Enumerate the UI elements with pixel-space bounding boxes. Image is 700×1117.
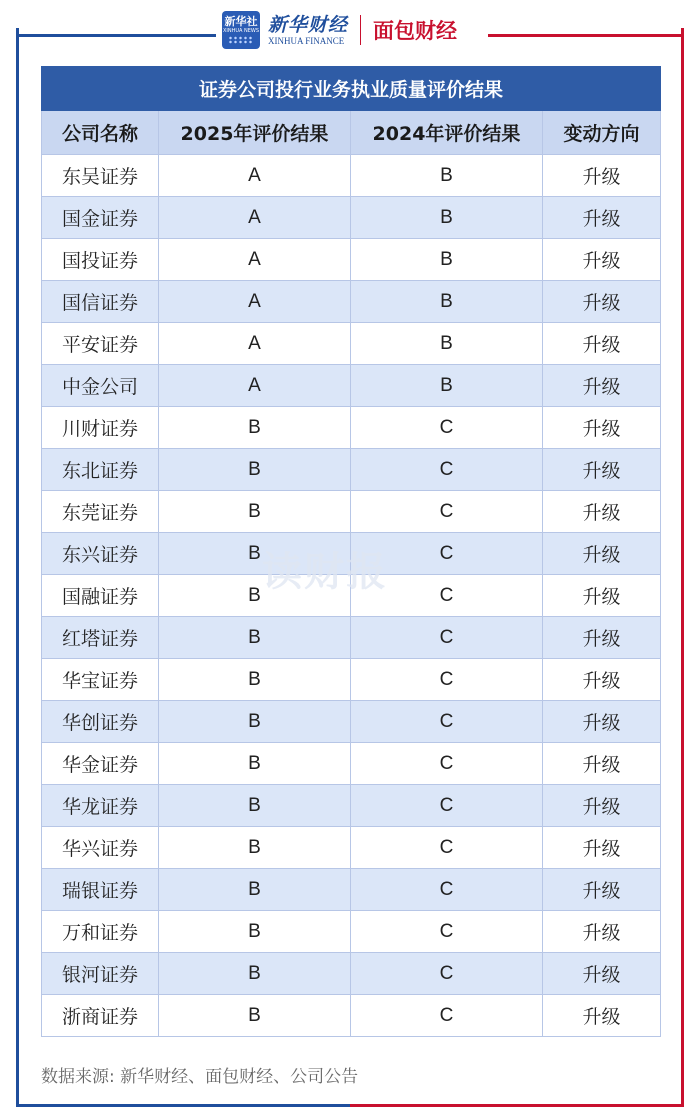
table-row (42, 575, 661, 617)
watermark: 读财报 (262, 549, 388, 595)
cell-2025-result: A (159, 323, 351, 365)
table-row (42, 995, 661, 1037)
cell-change: 升级 (543, 953, 661, 995)
cell-company: 银河证券 (42, 953, 159, 995)
table-row (42, 281, 661, 323)
cell-company: 国金证券 (42, 197, 159, 239)
cell-2024-result: C (351, 911, 543, 953)
header-company: 公司名称 (42, 111, 159, 155)
table-title-row (42, 67, 661, 111)
cell-change: 升级 (543, 239, 661, 281)
cell-2024-result: C (351, 617, 543, 659)
cell-2025-result: B (159, 449, 351, 491)
table-row (42, 701, 661, 743)
cell-2024-result: B (351, 281, 543, 323)
cell-2024-result: C (351, 491, 543, 533)
cell-change: 升级 (543, 575, 661, 617)
cell-change: 升级 (543, 155, 661, 197)
cell-2025-result: A (159, 365, 351, 407)
cell-2024-result: B (351, 323, 543, 365)
table-row (42, 785, 661, 827)
cell-2025-result: B (159, 953, 351, 995)
cell-2024-result: C (351, 953, 543, 995)
cell-change: 升级 (543, 911, 661, 953)
table-row (42, 953, 661, 995)
cell-2024-result: C (351, 449, 543, 491)
cell-2024-result: C (351, 575, 543, 617)
xinhua-finance-cn: 新华财经 (268, 13, 349, 36)
cell-2025-result: B (159, 659, 351, 701)
cell-2025-result: B (159, 827, 351, 869)
cell-company: 万和证券 (42, 911, 159, 953)
cell-company: 瑞银证券 (42, 869, 159, 911)
globe-dots-icon (228, 36, 254, 44)
cell-change: 升级 (543, 533, 661, 575)
table-row (42, 407, 661, 449)
cell-2025-result: A (159, 281, 351, 323)
table-row (42, 365, 661, 407)
cell-change: 升级 (543, 617, 661, 659)
cell-2024-result: C (351, 743, 543, 785)
cell-company: 华龙证券 (42, 785, 159, 827)
cell-company: 华创证券 (42, 701, 159, 743)
cell-change: 升级 (543, 407, 661, 449)
header-change: 变动方向 (543, 111, 661, 155)
cell-2024-result: C (351, 533, 543, 575)
cell-change: 升级 (543, 869, 661, 911)
cell-company: 国融证券 (42, 575, 159, 617)
cell-company: 国投证券 (42, 239, 159, 281)
cell-company: 东吴证券 (42, 155, 159, 197)
cell-2025-result: B (159, 995, 351, 1037)
cell-company: 东兴证券 (42, 533, 159, 575)
cell-company: 中金公司 (42, 365, 159, 407)
xinhua-news-logo (222, 11, 260, 49)
mianbao-finance-logo: 面包财经 (373, 19, 458, 43)
xinhua-badge-cn: 新华社 (224, 15, 258, 28)
table-row (42, 869, 661, 911)
cell-change: 升级 (543, 365, 661, 407)
cell-2024-result: B (351, 365, 543, 407)
cell-company: 东莞证券 (42, 491, 159, 533)
table-title: 证券公司投行业务执业质量评价结果 (42, 67, 661, 111)
table-row (42, 533, 661, 575)
cell-2024-result: B (351, 239, 543, 281)
cell-2024-result: C (351, 827, 543, 869)
table-row (42, 827, 661, 869)
cell-change: 升级 (543, 281, 661, 323)
cell-change: 升级 (543, 743, 661, 785)
cell-2024-result: B (351, 155, 543, 197)
table-row (42, 491, 661, 533)
cell-company: 浙商证券 (42, 995, 159, 1037)
cell-2025-result: B (159, 701, 351, 743)
cell-2024-result: C (351, 701, 543, 743)
xinhua-finance-logo (268, 14, 348, 47)
cell-2025-result: B (159, 407, 351, 449)
table-row (42, 323, 661, 365)
cell-2025-result: B (159, 617, 351, 659)
table-row (42, 617, 661, 659)
cell-change: 升级 (543, 827, 661, 869)
cell-change: 升级 (543, 995, 661, 1037)
cell-2025-result: B (159, 743, 351, 785)
xinhua-finance-en: XINHUA FINANCE (268, 35, 345, 46)
cell-2024-result: C (351, 659, 543, 701)
table-row (42, 155, 661, 197)
cell-company: 平安证券 (42, 323, 159, 365)
cell-2024-result: C (351, 995, 543, 1037)
cell-change: 升级 (543, 491, 661, 533)
table-row (42, 239, 661, 281)
cell-2025-result: B (159, 785, 351, 827)
cell-2025-result: A (159, 155, 351, 197)
cell-company: 国信证券 (42, 281, 159, 323)
cell-2024-result: C (351, 785, 543, 827)
logo-divider (360, 15, 361, 45)
cell-company: 华兴证券 (42, 827, 159, 869)
cell-2025-result: B (159, 575, 351, 617)
cell-2025-result: A (159, 239, 351, 281)
cell-company: 华宝证券 (42, 659, 159, 701)
cell-2025-result: B (159, 911, 351, 953)
cell-company: 红塔证券 (42, 617, 159, 659)
table-row (42, 743, 661, 785)
cell-change: 升级 (543, 701, 661, 743)
source-note: 数据来源: 新华财经、面包财经、公司公告 (41, 1067, 359, 1087)
cell-2024-result: C (351, 407, 543, 449)
frame-bottom-red-line (350, 1104, 684, 1107)
cell-2025-result: B (159, 533, 351, 575)
cell-company: 华金证券 (42, 743, 159, 785)
header-2024-result: 2024年评价结果 (351, 111, 543, 155)
cell-2025-result: A (159, 197, 351, 239)
table-row (42, 659, 661, 701)
table-row (42, 911, 661, 953)
cell-2025-result: B (159, 491, 351, 533)
cell-company: 川财证券 (42, 407, 159, 449)
table-row (42, 449, 661, 491)
table-header-row (42, 111, 661, 155)
cell-change: 升级 (543, 449, 661, 491)
rating-table (41, 66, 661, 1037)
table-row (42, 197, 661, 239)
header-logos (222, 8, 457, 52)
cell-company: 东北证券 (42, 449, 159, 491)
cell-change: 升级 (543, 197, 661, 239)
header-2025-result: 2025年评价结果 (159, 111, 351, 155)
cell-change: 升级 (543, 785, 661, 827)
cell-change: 升级 (543, 323, 661, 365)
cell-change: 升级 (543, 659, 661, 701)
cell-2024-result: C (351, 869, 543, 911)
frame-top-right-line (488, 34, 684, 37)
xinhua-badge-en: XINHUA NEWS (222, 28, 260, 34)
cell-2024-result: B (351, 197, 543, 239)
cell-2025-result: B (159, 869, 351, 911)
frame-top-left-line (16, 34, 216, 37)
